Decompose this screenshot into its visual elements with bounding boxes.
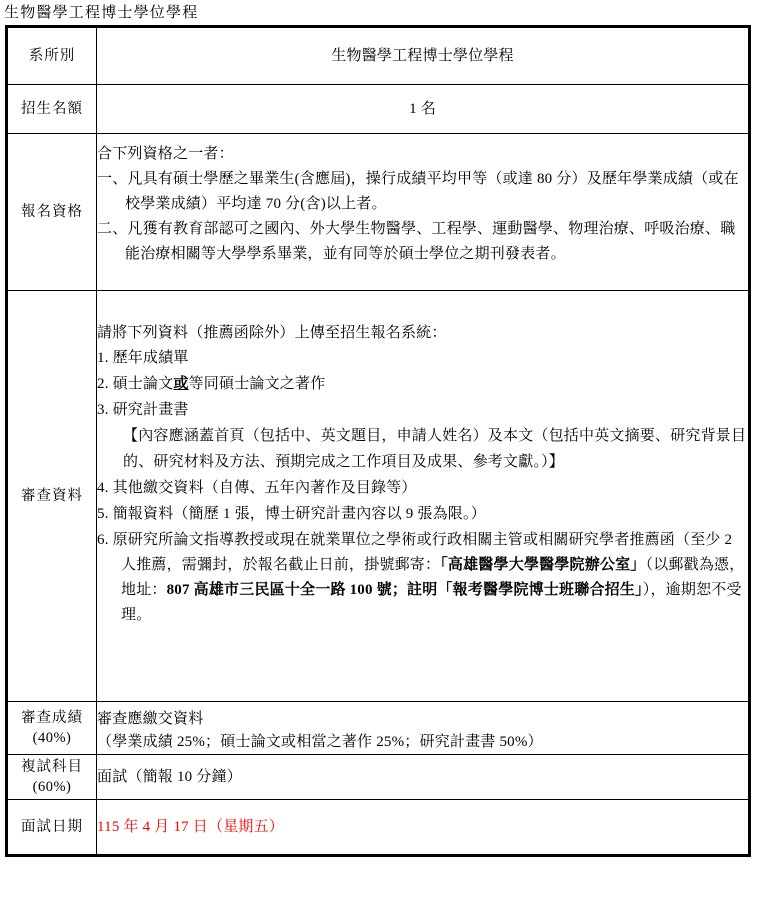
review-score-weight: (40%) [32, 730, 72, 746]
review-materials-lead: 請將下列資料（推薦函除外）上傳至招生報名系統： [97, 325, 447, 341]
review-score-line-1: 審查應繳交資料 [97, 711, 204, 727]
review-item-6-bold2: 807 高雄市三民區十全一路 100 號；註明「報考醫學院博士班聯合招生」 [166, 582, 643, 598]
table-row-department [7, 27, 750, 85]
admission-table [5, 25, 751, 857]
second-exam-weight: (60%) [32, 779, 72, 795]
list-item [97, 528, 748, 628]
list-item [97, 398, 748, 475]
table-row-review-materials [7, 291, 750, 702]
list-item [97, 372, 748, 397]
row-label-qualification: 報名資格 [7, 134, 97, 291]
review-item-6-part3: ），逾期恕不受理。 [121, 582, 742, 623]
review-item-2-underline: 或 [173, 376, 189, 392]
row-label-review-score [7, 702, 97, 755]
review-item-3: 3. 研究計畫書 [97, 402, 189, 418]
qualification-lead: 合下列資格之一者： [97, 146, 234, 162]
row-label-second-exam [7, 755, 97, 800]
qualification-item-1: 一、凡具有碩士學歷之畢業生(含應屆)，操行成績平均甲等（或達 80 分）及歷年學業成績（或在校學業成績）平均達 70 分(含)以上者。 [97, 171, 739, 212]
list-item [97, 476, 748, 501]
row-value-review-materials [97, 291, 750, 702]
review-item-3-note: 【內容應涵蓋首頁（包括中、英文題目，申請人姓名）及本文（包括中英文摘要、研究背景目的、研究材料及方法、預期完成之工作項目及成果、參考文獻。）】 [123, 428, 747, 470]
review-item-4: 4. 其他繳交資料（自傳、五年內著作及目錄等） [97, 480, 417, 496]
row-value-qualification [97, 134, 750, 291]
review-item-5: 5. 簡報資料（簡歷 1 張，博士研究計畫內容以 9 張為限。） [97, 506, 486, 522]
page-title: 生物醫學工程博士學位學程 [4, 5, 199, 21]
row-label-quota: 招生名額 [7, 85, 97, 134]
row-value-department: 生物醫學工程博士學位學程 [97, 27, 750, 85]
qualification-item-2: 二、凡獲有教育部認可之國內、外大學生物醫學、工程學、運動醫學、物理治療、呼吸治療、職能治療相關等大學學系畢業，並有同等於碩士學位之期刊發表者。 [97, 221, 736, 262]
row-value-second-exam: 面試（簡報 10 分鐘） [97, 755, 750, 800]
row-value-quota: 1 名 [97, 85, 750, 134]
row-value-interview-date: 115 年 4 月 17 日（星期五） [97, 800, 750, 856]
row-label-interview-date: 面試日期 [7, 800, 97, 856]
review-score-line-2: （學業成績 25%；碩士論文或相當之著作 25%；研究計畫書 50%） [97, 734, 543, 750]
table-row-quota [7, 85, 750, 134]
list-item [97, 502, 748, 527]
row-label-review-materials: 審查資料 [7, 291, 97, 702]
list-item [97, 346, 748, 371]
review-item-2-pre: 2. 碩士論文 [97, 376, 174, 392]
review-materials-list [97, 346, 748, 628]
table-row-qualification [7, 134, 750, 291]
review-item-6-part2: （以郵戳為憑，地址： [121, 557, 745, 598]
row-value-review-score [97, 702, 750, 755]
table-row-review-score [7, 702, 750, 755]
review-item-6-bold1: 「高雄醫學大學醫學院辦公室」 [440, 557, 646, 573]
second-exam-label-text: 複試科目 [21, 759, 83, 775]
table-row-interview-date [7, 800, 750, 856]
row-label-department: 系所別 [7, 27, 97, 85]
table-row-second-exam [7, 755, 750, 800]
review-item-6-part1: 6. 原研究所論文指導教授或現在就業單位之學術或行政相關主管或相關研究學者推薦函（至少 2 人推薦，需彌封，於報名截止日前，掛號郵寄： [97, 532, 733, 573]
review-item-1: 1. 歷年成績單 [97, 350, 189, 366]
review-item-2-post: 等同碩士論文之著作 [188, 376, 326, 392]
review-score-label-text: 審查成績 [21, 710, 83, 726]
